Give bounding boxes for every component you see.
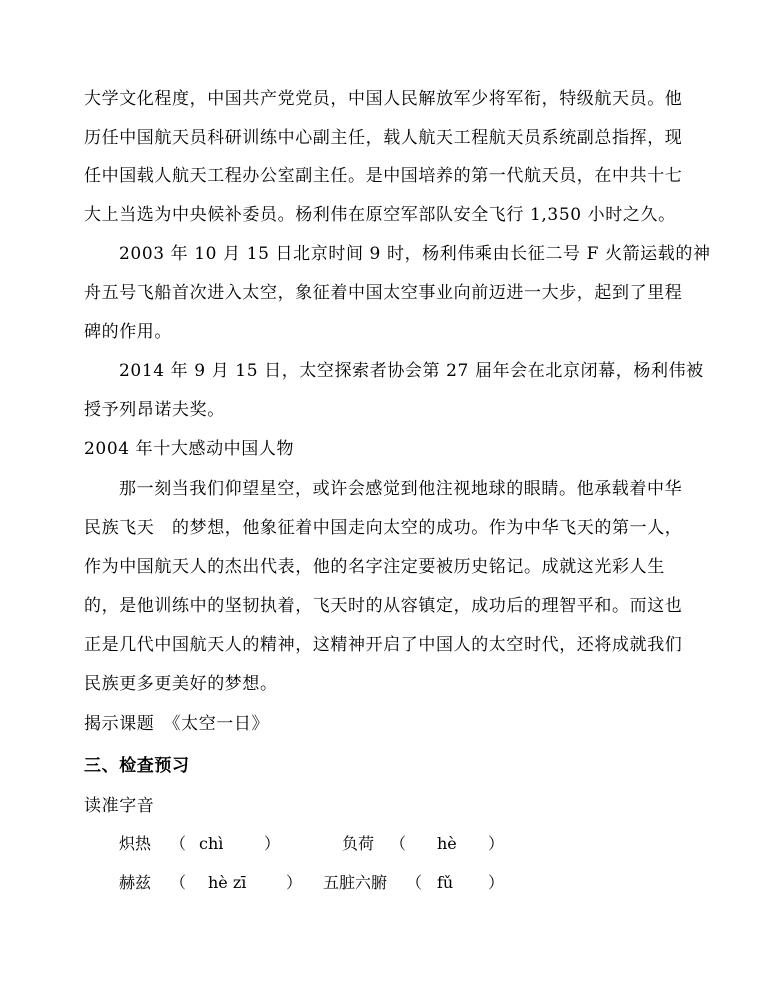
paragraph-line: 的，是他训练中的坚韧执着，飞天时的从容镇定，成功后的理智平和。而这也	[84, 596, 683, 616]
paragraph-line: 历任中国航天员科研训练中心副主任，载人航天工程航天员系统副总指挥，现	[84, 128, 683, 148]
close-paren: ）	[286, 873, 303, 892]
paragraph-line: 民族飞天 的梦想，他象征着中国走向太空的成功。作为中华飞天的第一人，	[84, 518, 683, 538]
pinyin-word: 五脏六腑	[323, 873, 388, 892]
paragraph-line: 民族更多更美好的梦想。	[84, 674, 278, 694]
close-paren: ）	[488, 834, 505, 853]
pinyin-row	[0, 873, 770, 895]
pinyin-word: 炽热	[119, 834, 152, 853]
paragraph-line: 正是几代中国航天人的精神，这精神开启了中国人的太空时代，还将成就我们	[84, 635, 683, 655]
open-paren: （	[170, 834, 187, 853]
topic-reveal: 揭示课题 《太空一日》	[84, 714, 270, 734]
subsection-title: 读准字音	[84, 796, 155, 816]
paragraph-line: 作为中国航天人的杰出代表，他的名字注定要被历史铭记。成就这光彩人生	[84, 557, 665, 577]
pinyin-row	[0, 834, 770, 856]
paragraph-line: 2003 年 10 月 15 日北京时间 9 时，杨利伟乘由长征二号 F 火箭运载的神	[119, 244, 711, 264]
paragraph-line: 任中国载人航天工程办公室副主任。是中国培养的第一代航天员，在中共十七	[84, 166, 683, 186]
paragraph-line: 碑的作用。	[84, 322, 172, 342]
close-paren: ）	[264, 834, 281, 853]
pinyin-word: 负荷	[342, 834, 375, 853]
open-paren: （	[170, 873, 187, 892]
paragraph-line: 大上当选为中央候补委员。杨利伟在原空军部队安全飞行 1,350 小时之久。	[84, 205, 676, 225]
pinyin-reading: hè	[437, 834, 457, 853]
paragraph-line: 那一刻当我们仰望星空，或许会感觉到他注视地球的眼睛。他承载着中华	[119, 479, 683, 499]
pinyin-reading: hè zī	[208, 873, 247, 892]
section-heading: 2004 年十大感动中国人物	[84, 439, 295, 459]
pinyin-reading: chì	[199, 834, 224, 853]
open-paren: （	[406, 873, 423, 892]
paragraph-line: 大学文化程度，中国共产党党员，中国人民解放军少将军衔，特级航天员。他	[84, 89, 683, 109]
section-title: 三、检查预习	[84, 756, 190, 776]
pinyin-reading: fǔ	[437, 873, 454, 892]
paragraph-line: 授予列昂诺夫奖。	[84, 400, 225, 420]
paragraph-line: 2014 年 9 月 15 日，太空探索者协会第 27 届年会在北京闭幕，杨利伟被	[119, 361, 704, 381]
close-paren: ）	[488, 873, 505, 892]
pinyin-word: 赫兹	[119, 873, 152, 892]
open-paren: （	[390, 834, 407, 853]
paragraph-line: 舟五号飞船首次进入太空，象征着中国太空事业向前迈进一大步，起到了里程	[84, 283, 683, 303]
